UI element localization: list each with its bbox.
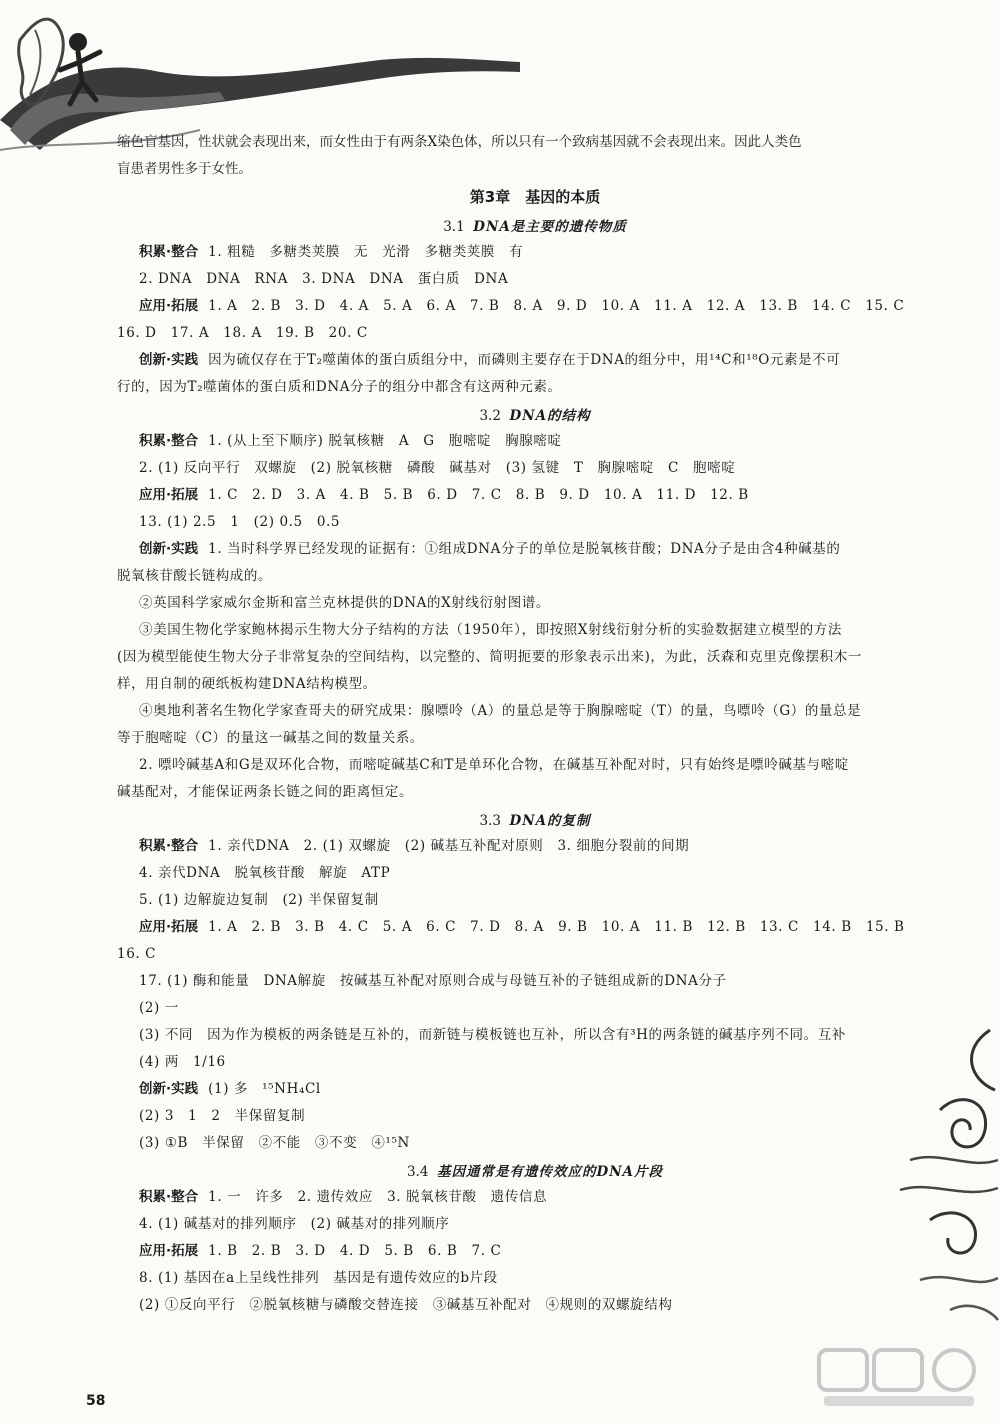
- answer-line: [117, 1079, 953, 1099]
- answer-line: [117, 539, 953, 559]
- answer-line: [117, 782, 953, 802]
- answer-line: [117, 971, 953, 991]
- chapter-title: 第3章 基因的本质: [469, 188, 601, 206]
- answer-category-label: 积累·整合: [139, 433, 199, 449]
- intro-line: 缩色盲基因，性状就会表现出来，而女性由于有两条X染色体，所以只有一个致病基因就不会表现出来。因此人类色: [117, 134, 802, 150]
- answer-line: [117, 944, 953, 964]
- answer-line: [117, 863, 953, 883]
- answer-line: [117, 593, 953, 613]
- answer-text: (3) ①B 半保留 ②不能 ③不变 ④¹⁵N: [139, 1135, 410, 1151]
- section-heading: [117, 404, 953, 424]
- answer-text: 16. C: [117, 946, 157, 962]
- answer-line: [117, 1052, 953, 1072]
- answer-line: [117, 1268, 953, 1288]
- answer-line: [117, 728, 953, 748]
- answer-line: [117, 296, 953, 316]
- answer-line: [117, 431, 953, 451]
- answer-line: [117, 755, 953, 775]
- answer-line: [117, 701, 953, 721]
- answer-category-label: 应用·拓展: [139, 1243, 199, 1259]
- answer-line: [117, 350, 953, 370]
- answer-line: [117, 1133, 953, 1153]
- answer-line: [117, 836, 953, 856]
- answer-text: (1) 多 ¹⁵NH₄Cl: [208, 1081, 321, 1097]
- answer-category-label: 应用·拓展: [139, 487, 199, 503]
- section-title: DNA的结构: [509, 408, 591, 424]
- intro-line: 盲患者男性多于女性。: [117, 161, 252, 177]
- section-title: DNA的复制: [509, 813, 591, 829]
- answer-line: [117, 1241, 953, 1261]
- section-number: 3.3: [479, 813, 501, 829]
- answer-category-label: 积累·整合: [139, 838, 199, 854]
- answer-category-label: 应用·拓展: [139, 298, 199, 314]
- answer-text: 4. 亲代DNA 脱氧核苷酸 解旋 ATP: [139, 865, 391, 881]
- answer-category-label: 创新·实践: [139, 352, 199, 368]
- answer-text: 1. 当时科学界已经发现的证据有：①组成DNA分子的单位是脱氧核苷酸；DNA分子是由含4种碱基的: [208, 541, 841, 557]
- answer-text: 16. D 17. A 18. A 19. B 20. C: [117, 325, 368, 341]
- answer-line: [117, 620, 953, 640]
- answer-category-label: 积累·整合: [139, 244, 199, 260]
- answer-text: 1. 粗糙 多糖类荚膜 无 光滑 多糖类荚膜 有: [208, 244, 524, 260]
- answer-line: [117, 512, 953, 532]
- answer-text: 4. (1) 碱基对的排列顺序 (2) 碱基对的排列顺序: [139, 1216, 450, 1232]
- answer-text: 碱基配对，才能保证两条长链之间的距离恒定。: [117, 784, 414, 800]
- watermark-logo: [814, 1342, 984, 1412]
- answer-text: ④奥地利著名生物化学家查哥夫的研究成果：腺嘌呤（A）的量总是等于胸腺嘧啶（T）的量，鸟嘌呤（G）的量总是: [139, 703, 862, 719]
- answer-text: 5. (1) 边解旋边复制 (2) 半保留复制: [139, 892, 379, 908]
- answer-line: [117, 1295, 953, 1315]
- answer-text: 1. B 2. B 3. D 4. D 5. B 6. B 7. C: [208, 1243, 502, 1259]
- answer-text: 1. A 2. B 3. D 4. A 5. A 6. A 7. B 8. A 9. D 10. A 11. A 12. A 13. B 14. C 15. C: [208, 298, 905, 314]
- answer-text: 1. 一 许多 2. 遗传效应 3. 脱氧核苷酸 遗传信息: [208, 1189, 548, 1205]
- answer-text: 1. 亲代DNA 2. (1) 双螺旋 (2) 碱基互补配对原则 3. 细胞分裂前的间期: [208, 838, 690, 854]
- answer-line: [117, 890, 953, 910]
- answer-line: [117, 269, 953, 289]
- answer-line: [117, 1214, 953, 1234]
- answer-text: 17. (1) 酶和能量 DNA解旋 按碱基互补配对原则合成与母链互补的子链组成新的DNA分子: [139, 973, 727, 989]
- answer-text: 因为硫仅存在于T₂噬菌体的蛋白质组分中，而磷则主要存在于DNA的组分中，用¹⁴C和¹⁸O元素是不可: [208, 352, 841, 368]
- answer-text: (因为模型能使生物大分子非常复杂的空间结构，以完整的、简明扼要的形象表示出来)，为此，沃森和克里克像摆积木一: [117, 649, 862, 665]
- answer-text: (2) 3 1 2 半保留复制: [139, 1108, 306, 1124]
- answer-text: 1. C 2. D 3. A 4. B 5. B 6. D 7. C 8. B 9. D 10. A 11. D 12. B: [208, 487, 749, 503]
- answer-text: 等于胞嘧啶（C）的量这一碱基之间的数量关系。: [117, 730, 425, 746]
- answer-category-label: 应用·拓展: [139, 919, 199, 935]
- answer-text: ③美国生物化学家鲍林揭示生物大分子结构的方法（1950年），即按照X射线衍射分析的实验数据建立模型的方法: [139, 622, 842, 638]
- answer-content: [117, 132, 953, 1322]
- section-heading: [117, 215, 953, 235]
- answer-text: 1. (从上至下顺序) 脱氧核糖 A G 胞嘧啶 胸腺嘧啶: [208, 433, 562, 449]
- section-number: 3.2: [479, 408, 501, 424]
- answer-line: [117, 674, 953, 694]
- section-heading: [117, 809, 953, 829]
- answer-line: [117, 242, 953, 262]
- section-heading: [117, 1160, 953, 1180]
- answer-line: [117, 1106, 953, 1126]
- answer-category-label: 创新·实践: [139, 541, 199, 557]
- answer-text: 2. DNA DNA RNA 3. DNA DNA 蛋白质 DNA: [139, 271, 509, 287]
- answer-text: (2) 一: [139, 1000, 179, 1016]
- page-number: 58: [86, 1393, 106, 1409]
- answer-line: [117, 1187, 953, 1207]
- answer-text: (4) 两 1/16: [139, 1054, 226, 1070]
- answer-category-label: 创新·实践: [139, 1081, 199, 1097]
- answer-text: (3) 不同 因为作为模板的两条链是互补的，而新链与模板链也互补，所以含有³H的两条链的碱基序列不同。互补: [139, 1027, 846, 1043]
- answer-text: 样，用自制的硬纸板构建DNA结构模型。: [117, 676, 377, 692]
- answer-line: [117, 566, 953, 586]
- answer-text: 2. 嘌呤碱基A和G是双环化合物，而嘧啶碱基C和T是单环化合物，在碱基互补配对时，只有始终是嘌呤碱基与嘧啶: [139, 757, 849, 773]
- answer-text: 1. A 2. B 3. B 4. C 5. A 6. C 7. D 8. A 9. B 10. A 11. B 12. B 13. C 14. B 15. B: [208, 919, 905, 935]
- answer-line: [117, 323, 953, 343]
- answer-line: [117, 647, 953, 667]
- section-number: 3.1: [443, 219, 465, 235]
- answer-line: [117, 917, 953, 937]
- answer-line: [117, 485, 953, 505]
- section-title: DNA是主要的遗传物质: [473, 219, 627, 235]
- answer-text: ②英国科学家威尔金斯和富兰克林提供的DNA的X射线衍射图谱。: [139, 595, 550, 611]
- section-number: 3.4: [406, 1164, 429, 1180]
- answer-line: [117, 1025, 953, 1045]
- answer-text: 脱氧核苷酸长链构成的。: [117, 568, 273, 584]
- answer-text: 2. (1) 反向平行 双螺旋 (2) 脱氧核糖 磷酸 碱基对 (3) 氢键 T 胸腺嘧啶 C 胞嘧啶: [139, 460, 736, 476]
- answer-line: [117, 458, 953, 478]
- answer-text: (2) ①反向平行 ②脱氧核糖与磷酸交替连接 ③碱基互补配对 ④规则的双螺旋结构: [139, 1297, 673, 1313]
- section-title: 基因通常是有遗传效应的DNA片段: [437, 1164, 664, 1180]
- answer-text: 行的，因为T₂噬菌体的蛋白质和DNA分子的组分中都含有这两种元素。: [117, 379, 562, 395]
- answer-text: 8. (1) 基因在a上呈线性排列 基因是有遗传效应的b片段: [139, 1270, 498, 1286]
- answer-text: 13. (1) 2.5 1 (2) 0.5 0.5: [139, 514, 341, 530]
- answer-line: [117, 998, 953, 1018]
- answer-category-label: 积累·整合: [139, 1189, 199, 1205]
- answer-line: [117, 377, 953, 397]
